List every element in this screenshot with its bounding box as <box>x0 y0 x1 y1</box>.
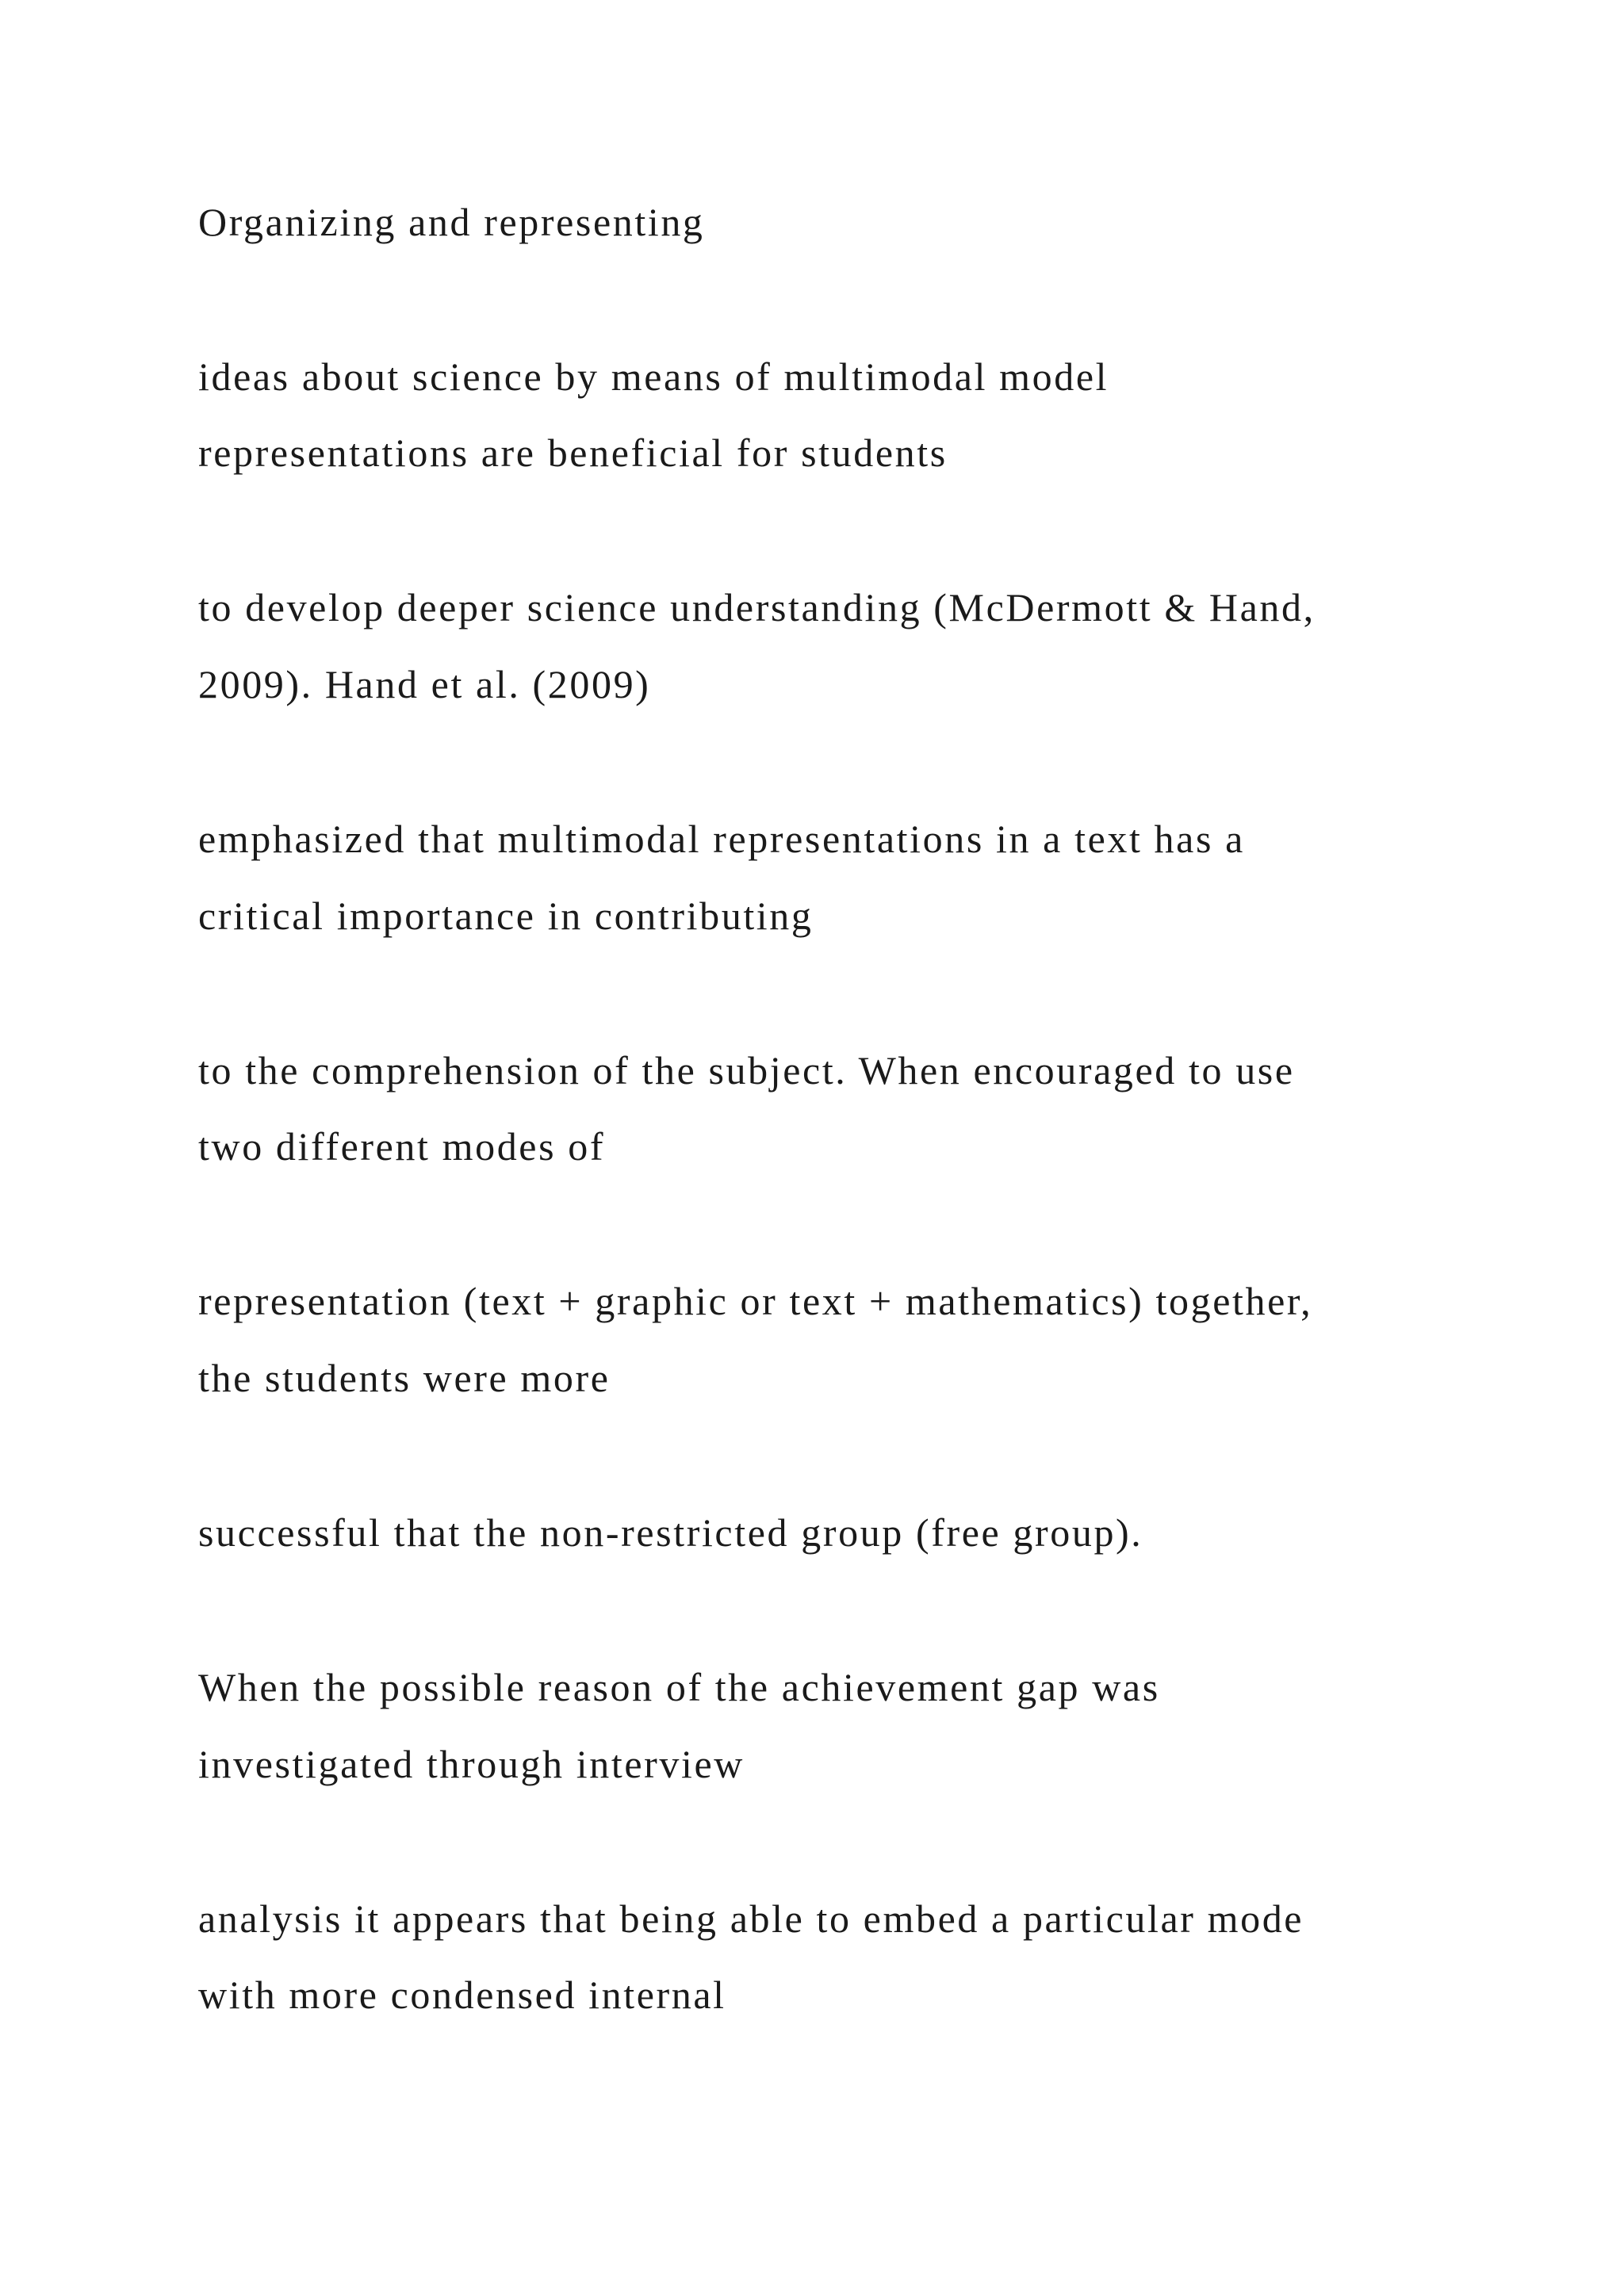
text-line: two different modes of <box>198 1124 606 1169</box>
text-line: 2009). Hand et al. (2009) <box>198 662 651 706</box>
text-line: to develop deeper science understanding (McDermott & Hand, <box>198 585 1316 629</box>
text-line: When the possible reason of the achievement gap was <box>198 1665 1160 1709</box>
text-line: to the comprehension of the subject. When encouraged to use <box>198 1048 1295 1093</box>
text-line: critical importance in contributing <box>198 894 814 938</box>
text-line: emphasized that multimodal representations in a text has a <box>198 817 1245 861</box>
text-line: investigated through interview <box>198 1742 745 1786</box>
text-line: successful that the non-restricted group (free group). <box>198 1510 1143 1555</box>
text-line: representations are beneficial for students <box>198 430 948 475</box>
text-line: analysis it appears that being able to embed a particular mode <box>198 1896 1304 1941</box>
text-line: ideas about science by means of multimodal model <box>198 354 1109 399</box>
text-line: with more condensed internal <box>198 1973 726 2017</box>
text-line: the students were more <box>198 1356 611 1400</box>
text-line: Organizing and representing <box>198 200 705 244</box>
text-line: representation (text + graphic or text + mathematics) together, <box>198 1279 1313 1323</box>
